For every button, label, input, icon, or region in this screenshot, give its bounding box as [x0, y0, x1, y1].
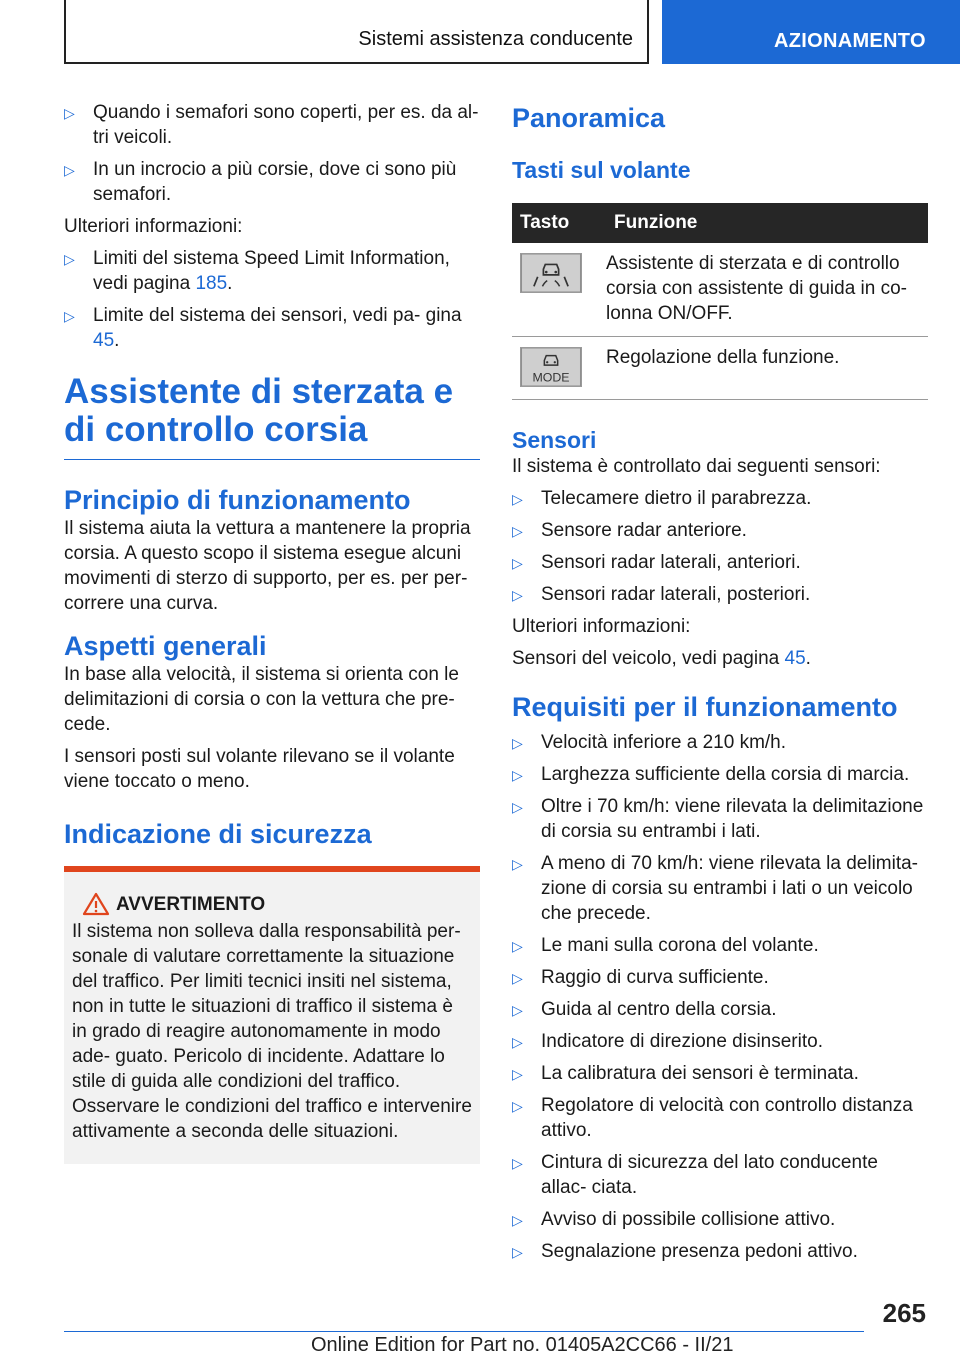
- list-item: ▷ Larghezza sufficiente della corsia di marcia.: [512, 762, 928, 787]
- bullet-triangle-icon: ▷: [64, 162, 75, 178]
- requirements-list: [512, 730, 928, 1264]
- bullet-triangle-icon: ▷: [512, 1155, 523, 1171]
- warning-title-row: [72, 892, 472, 917]
- further-info-label: Ulteriori informazioni:: [512, 616, 691, 637]
- list-item: ▷ Avviso di possibile collisione attivo.: [512, 1207, 928, 1232]
- list-item: ▷ In un incrocio a più corsie, dove ci sono più semafori.: [64, 159, 457, 205]
- warning-triangle-icon: [82, 892, 110, 916]
- bullet-triangle-icon: ▷: [512, 799, 523, 815]
- bullet-triangle-icon: ▷: [512, 767, 523, 783]
- principle-heading: Principio di funzionamento: [64, 485, 411, 515]
- list-item: ▷ Sensore radar anteriore.: [512, 518, 928, 543]
- list-item: ▷ Le mani sulla corona del volante.: [512, 933, 928, 958]
- column-header-key: Tasto: [512, 203, 606, 243]
- overview-heading: Panoramica: [512, 103, 666, 133]
- right-column: [512, 100, 928, 1271]
- bullet-triangle-icon: ▷: [64, 105, 75, 121]
- bullet-triangle-icon: ▷: [512, 555, 523, 571]
- list-item: ▷ La calibratura dei sensori è terminata.: [512, 1061, 928, 1086]
- safety-heading: Indicazione di sicurezza: [64, 819, 372, 849]
- bullet-triangle-icon: ▷: [512, 523, 523, 539]
- column-header-function: Funzione: [606, 203, 928, 243]
- bullet-triangle-icon: ▷: [512, 587, 523, 603]
- principle-text: Il sistema aiuta la vettura a mantenere la propria corsia. A questo scopo il sistema esegue alcuni movimenti di sterzo di supporto, per es. per per‐ correre una curva.: [64, 518, 471, 614]
- warning-text: Il sistema non solleva dalla responsabilità per‐ sonale di valutare correttamente la situazione del traffico. Per limiti tecnici insiti nel sistema, non in tutte le situazioni di traffico il sistema è in grado di reagire autonomamente in modo ade‐ guato. Pericolo di incidente. Adattare lo stile di guida alle condizioni del traffico. Osservare le condizioni del traffico e intervenire attivamente a seconda delle situazioni.: [72, 921, 472, 1142]
- function-text: Assistente di sterzata e di controllo corsia con assistente di guida in co‐ lonna ON/OFF.: [606, 243, 928, 337]
- chapter-tab[interactable]: [662, 0, 960, 64]
- warning-box: [64, 866, 480, 1164]
- list-item: ▷ Indicatore di direzione disinserito.: [512, 1029, 928, 1054]
- chapter-title: AZIONAMENTO: [774, 30, 926, 52]
- list-item: ▷ Segnalazione presenza pedoni attivo.: [512, 1239, 928, 1264]
- sensor-reference: Sensori del veicolo, vedi pagina 45.: [512, 648, 811, 669]
- footer-rule: [64, 1331, 864, 1332]
- page-link[interactable]: 45: [93, 330, 115, 351]
- list-item: ▷ Raggio di curva sufficiente.: [512, 965, 928, 990]
- edition-note: Online Edition for Part no. 01405A2CC66 - II/21: [311, 1334, 734, 1356]
- page-number: 265: [882, 1298, 926, 1328]
- general-heading: Aspetti generali: [64, 631, 267, 661]
- list-item: ▷ Sensori radar laterali, posteriori.: [512, 582, 928, 607]
- page-link[interactable]: 185: [195, 273, 228, 294]
- page-header: [0, 0, 960, 66]
- buttons-table: [512, 203, 928, 400]
- table-row: [512, 337, 928, 400]
- list-item: ▷ Cintura di sicurezza del lato conducente allac‐ ciata.: [512, 1152, 878, 1198]
- main-heading: Assistente di sterzata e di controllo corsia: [64, 372, 454, 449]
- function-text: Regolazione della funzione.: [606, 337, 928, 400]
- sensors-intro: Il sistema è controllato dai seguenti sensori:: [512, 456, 881, 477]
- heading-rule: [64, 459, 480, 460]
- bullet-triangle-icon: ▷: [512, 1034, 523, 1050]
- bullet-triangle-icon: ▷: [512, 1066, 523, 1082]
- general-text: In base alla velocità, il sistema si orienta con le delimitazioni di corsia o con la vettura che pre‐ cede.: [64, 664, 459, 735]
- bullet-triangle-icon: ▷: [512, 1098, 523, 1114]
- requirements-heading: Requisiti per il funzionamento: [512, 692, 898, 722]
- general-text: I sensori posti sul volante rilevano se il volante viene toccato o meno.: [64, 746, 455, 792]
- warning-title: AVVERTIMENTO: [116, 894, 266, 915]
- bullet-triangle-icon: ▷: [512, 735, 523, 751]
- left-column: [64, 100, 480, 1164]
- bullet-triangle-icon: ▷: [512, 970, 523, 986]
- list-item: ▷ Limite del sistema dei sensori, vedi pa‐ gina 45.: [64, 305, 462, 351]
- page-link[interactable]: 45: [784, 648, 806, 669]
- bullet-triangle-icon: ▷: [512, 1002, 523, 1018]
- lane-assist-steering-icon: [520, 253, 582, 293]
- list-item: ▷ Regolatore di velocità con controllo distanza attivo.: [512, 1095, 913, 1141]
- bullet-triangle-icon: ▷: [512, 938, 523, 954]
- bullet-triangle-icon: ▷: [64, 251, 75, 267]
- bullet-triangle-icon: ▷: [512, 856, 523, 872]
- bullet-triangle-icon: ▷: [512, 1212, 523, 1228]
- list-item: ▷ Oltre i 70 km/h: viene rilevata la delimitazione di corsia su entrambi i lati.: [512, 796, 924, 842]
- further-info-label: Ulteriori informazioni:: [64, 216, 243, 237]
- list-item: ▷ Guida al centro della corsia.: [512, 997, 928, 1022]
- header-section-box: [64, 0, 649, 64]
- table-header-row: [512, 203, 928, 243]
- table-row: [512, 243, 928, 337]
- mode-button-icon: [520, 347, 582, 387]
- sensors-heading: Sensori: [512, 427, 597, 453]
- list-item: ▷ A meno di 70 km/h: viene rilevata la delimita‐ zione di corsia su entrambi i lati o un veicolo che precede.: [512, 853, 919, 924]
- bullet-triangle-icon: ▷: [64, 308, 75, 324]
- list-item: ▷ Telecamere dietro il parabrezza.: [512, 486, 928, 511]
- list-item: ▷ Sensori radar laterali, anteriori.: [512, 550, 928, 575]
- list-item: ▷ Quando i semafori sono coperti, per es. da al‐ tri veicoli.: [64, 102, 479, 148]
- section-title: Sistemi assistenza conducente: [358, 28, 633, 50]
- list-item: ▷ Limiti del sistema Speed Limit Information, vedi pagina 185.: [64, 248, 450, 294]
- buttons-heading: Tasti sul volante: [512, 157, 691, 183]
- bullet-triangle-icon: ▷: [512, 1244, 523, 1260]
- list-item: ▷ Velocità inferiore a 210 km/h.: [512, 730, 928, 755]
- svg-text:MODE: MODE: [532, 370, 570, 385]
- bullet-triangle-icon: ▷: [512, 491, 523, 507]
